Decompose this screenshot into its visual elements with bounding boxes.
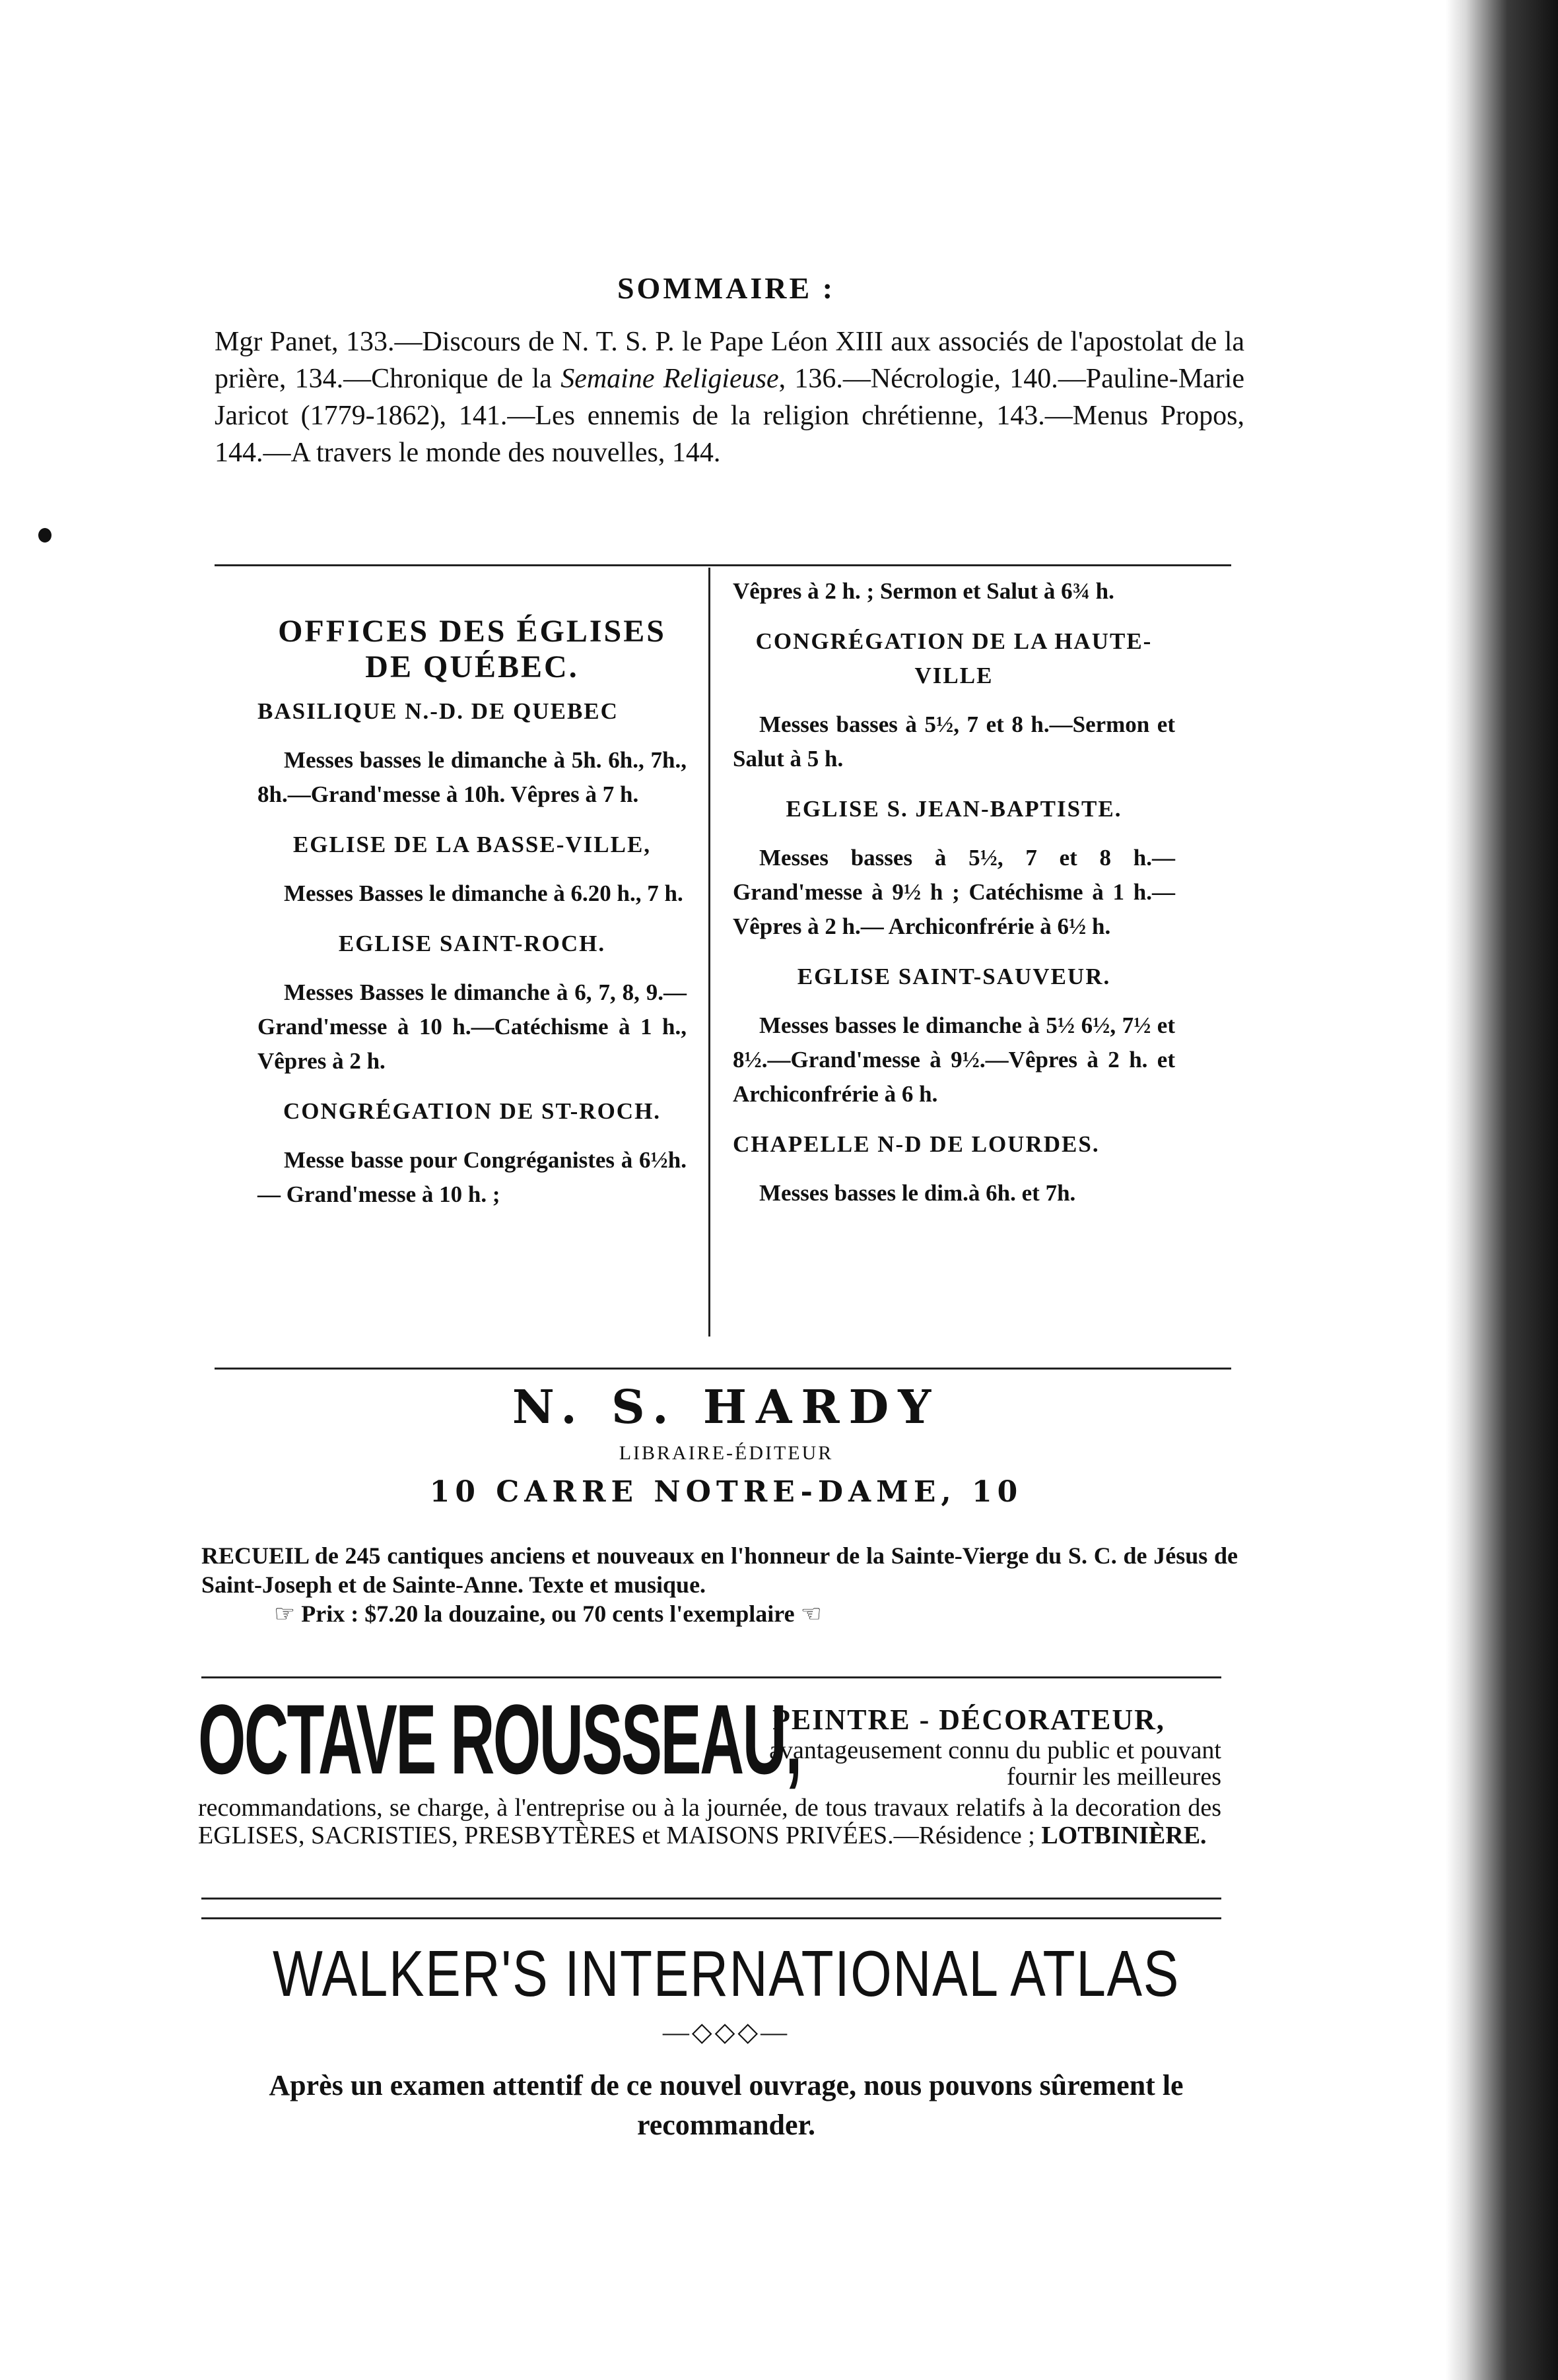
recueil-price-line [201,1599,1238,1629]
pointing-hand-icon: ☜ [800,1601,822,1628]
church-heading: EGLISE S. JEAN-BAPTISTE. [786,796,1122,822]
offices-title-line1: OFFICES DES ÉGLISES [278,614,666,649]
rousseau-name: OCTAVE ROUSSEAU, [198,1684,801,1795]
walker-title: WALKER'S INTERNATIONAL ATLAS [272,1937,1180,2010]
ornament-divider: —◇◇◇— [662,2017,790,2047]
rousseau-title: PEINTRE - DÉCORATEUR, [772,1703,1165,1736]
church-heading: CONGRÉGATION DE ST-ROCH. [283,1098,661,1124]
divider [215,564,1231,566]
church-heading: CONGRÉGATION DE LA HAUTE-VILLE [755,628,1153,688]
offices-title-line2: DE QUÉBEC. [365,649,579,684]
recueil-text [201,1541,1238,1629]
church-schedule: Messes basses le dimanche à 5½ 6½, 7½ et 8½.—Grand'messe à 9½.—Vêpres à 2 h. et Archiconfrérie à 6 h. [733,1012,1175,1107]
divider [201,1676,1221,1678]
schedule-continuation: Vêpres à 2 h. ; Sermon et Salut à 6¾ h. [733,578,1114,604]
divider [201,1898,1221,1900]
hardy-address: 10 CARRE NOTRE-DAME, 10 [429,1475,1023,1509]
church-schedule: Messes basses le dim.à 6h. et 7h. [759,1180,1076,1206]
church-heading: CHAPELLE N-D DE LOURDES. [733,1131,1100,1157]
divider [215,1368,1231,1370]
rousseau-residence: LOTBINIÈRE. [1041,1822,1207,1849]
sommaire-title: SOMMAIRE : [617,271,836,305]
church-schedule: Messes Basses le dimanche à 6.20 h., 7 h. [284,880,683,906]
scan-edge [1446,0,1558,2380]
church-heading: BASILIQUE N.-D. DE QUEBEC [257,698,619,724]
church-schedule: Messes basses à 5½, 7 et 8 h.—Sermon et Salut à 5 h. [733,711,1175,772]
sommaire-italic-title: Semaine Religieuse [560,364,779,394]
rousseau-body [198,1794,1221,1849]
sommaire-text-part-1: Mgr Panet, 133.—Discours de N. T. S. P. le Pape Léon XIII aux associés de l'apostolat de la prière, 134.—Chronique de la [215,327,1244,394]
church-heading: EGLISE DE LA BASSE-VILLE, [292,832,652,857]
pointing-hand-icon: ☞ [274,1601,296,1628]
walker-text: Après un examen attentif de ce nouvel ouvrage, nous pouvons sûrement le recommander. [269,2069,1184,2141]
ink-spot [38,528,51,543]
offices-right-column [733,574,1175,1210]
column-divider [708,568,710,1337]
hardy-role: LIBRAIRE-ÉDITEUR [619,1442,834,1464]
rousseau-intro: avantageusement connu du public et pouvant fournir les meilleures [769,1736,1221,1791]
church-heading: EGLISE SAINT-SAUVEUR. [797,964,1111,989]
church-schedule: Messes basses le dimanche à 5h. 6h., 7h., 8h.—Grand'messe à 10h. Vêpres à 7 h. [257,747,687,807]
sommaire-text [215,323,1244,471]
church-schedule: Messe basse pour Congréganistes à 6½h. — Grand'messe à 10 h. ; [257,1147,687,1207]
recueil-description: RECUEIL de 245 cantiques anciens et nouveaux en l'honneur de la Sainte-Vierge du S. C. de Jésus de Saint-Joseph et de Sainte-Anne. Texte et musique. [201,1542,1238,1598]
church-schedule: Messes basses à 5½, 7 et 8 h.—Grand'messe à 9½ h ; Catéchisme à 1 h.—Vêpres à 2 h.— Archiconfrérie à 6½ h. [733,845,1175,939]
divider [201,1917,1221,1919]
church-heading: EGLISE SAINT-ROCH. [338,931,606,956]
recueil-price: Prix : $7.20 la douzaine, ou 70 cents l'exemplaire [301,1601,795,1627]
sommaire-text-part-2: , 136.—Nécrologie, 140.—Pauline-Marie Jaricot (1779-1862), 141.—Les ennemis de la religion chrétienne, 143.—Menus Propos, 144.—A travers le monde des nouvelles, 144. [215,364,1244,468]
rousseau-body-text: recommandations, se charge, à l'entreprise ou à la journée, de tous travaux relatifs à la decoration des EGLISES, SACRISTIES, PRESBYTÈRES et MAISONS PRIVÉES.—Résidence ; [198,1794,1221,1849]
offices-left-column [257,614,687,1212]
hardy-name: N. S. HARDY [512,1379,941,1434]
church-schedule: Messes Basses le dimanche à 6, 7, 8, 9.—Grand'messe à 10 h.—Catéchisme à 1 h., Vêpres à 2 h. [257,979,687,1074]
